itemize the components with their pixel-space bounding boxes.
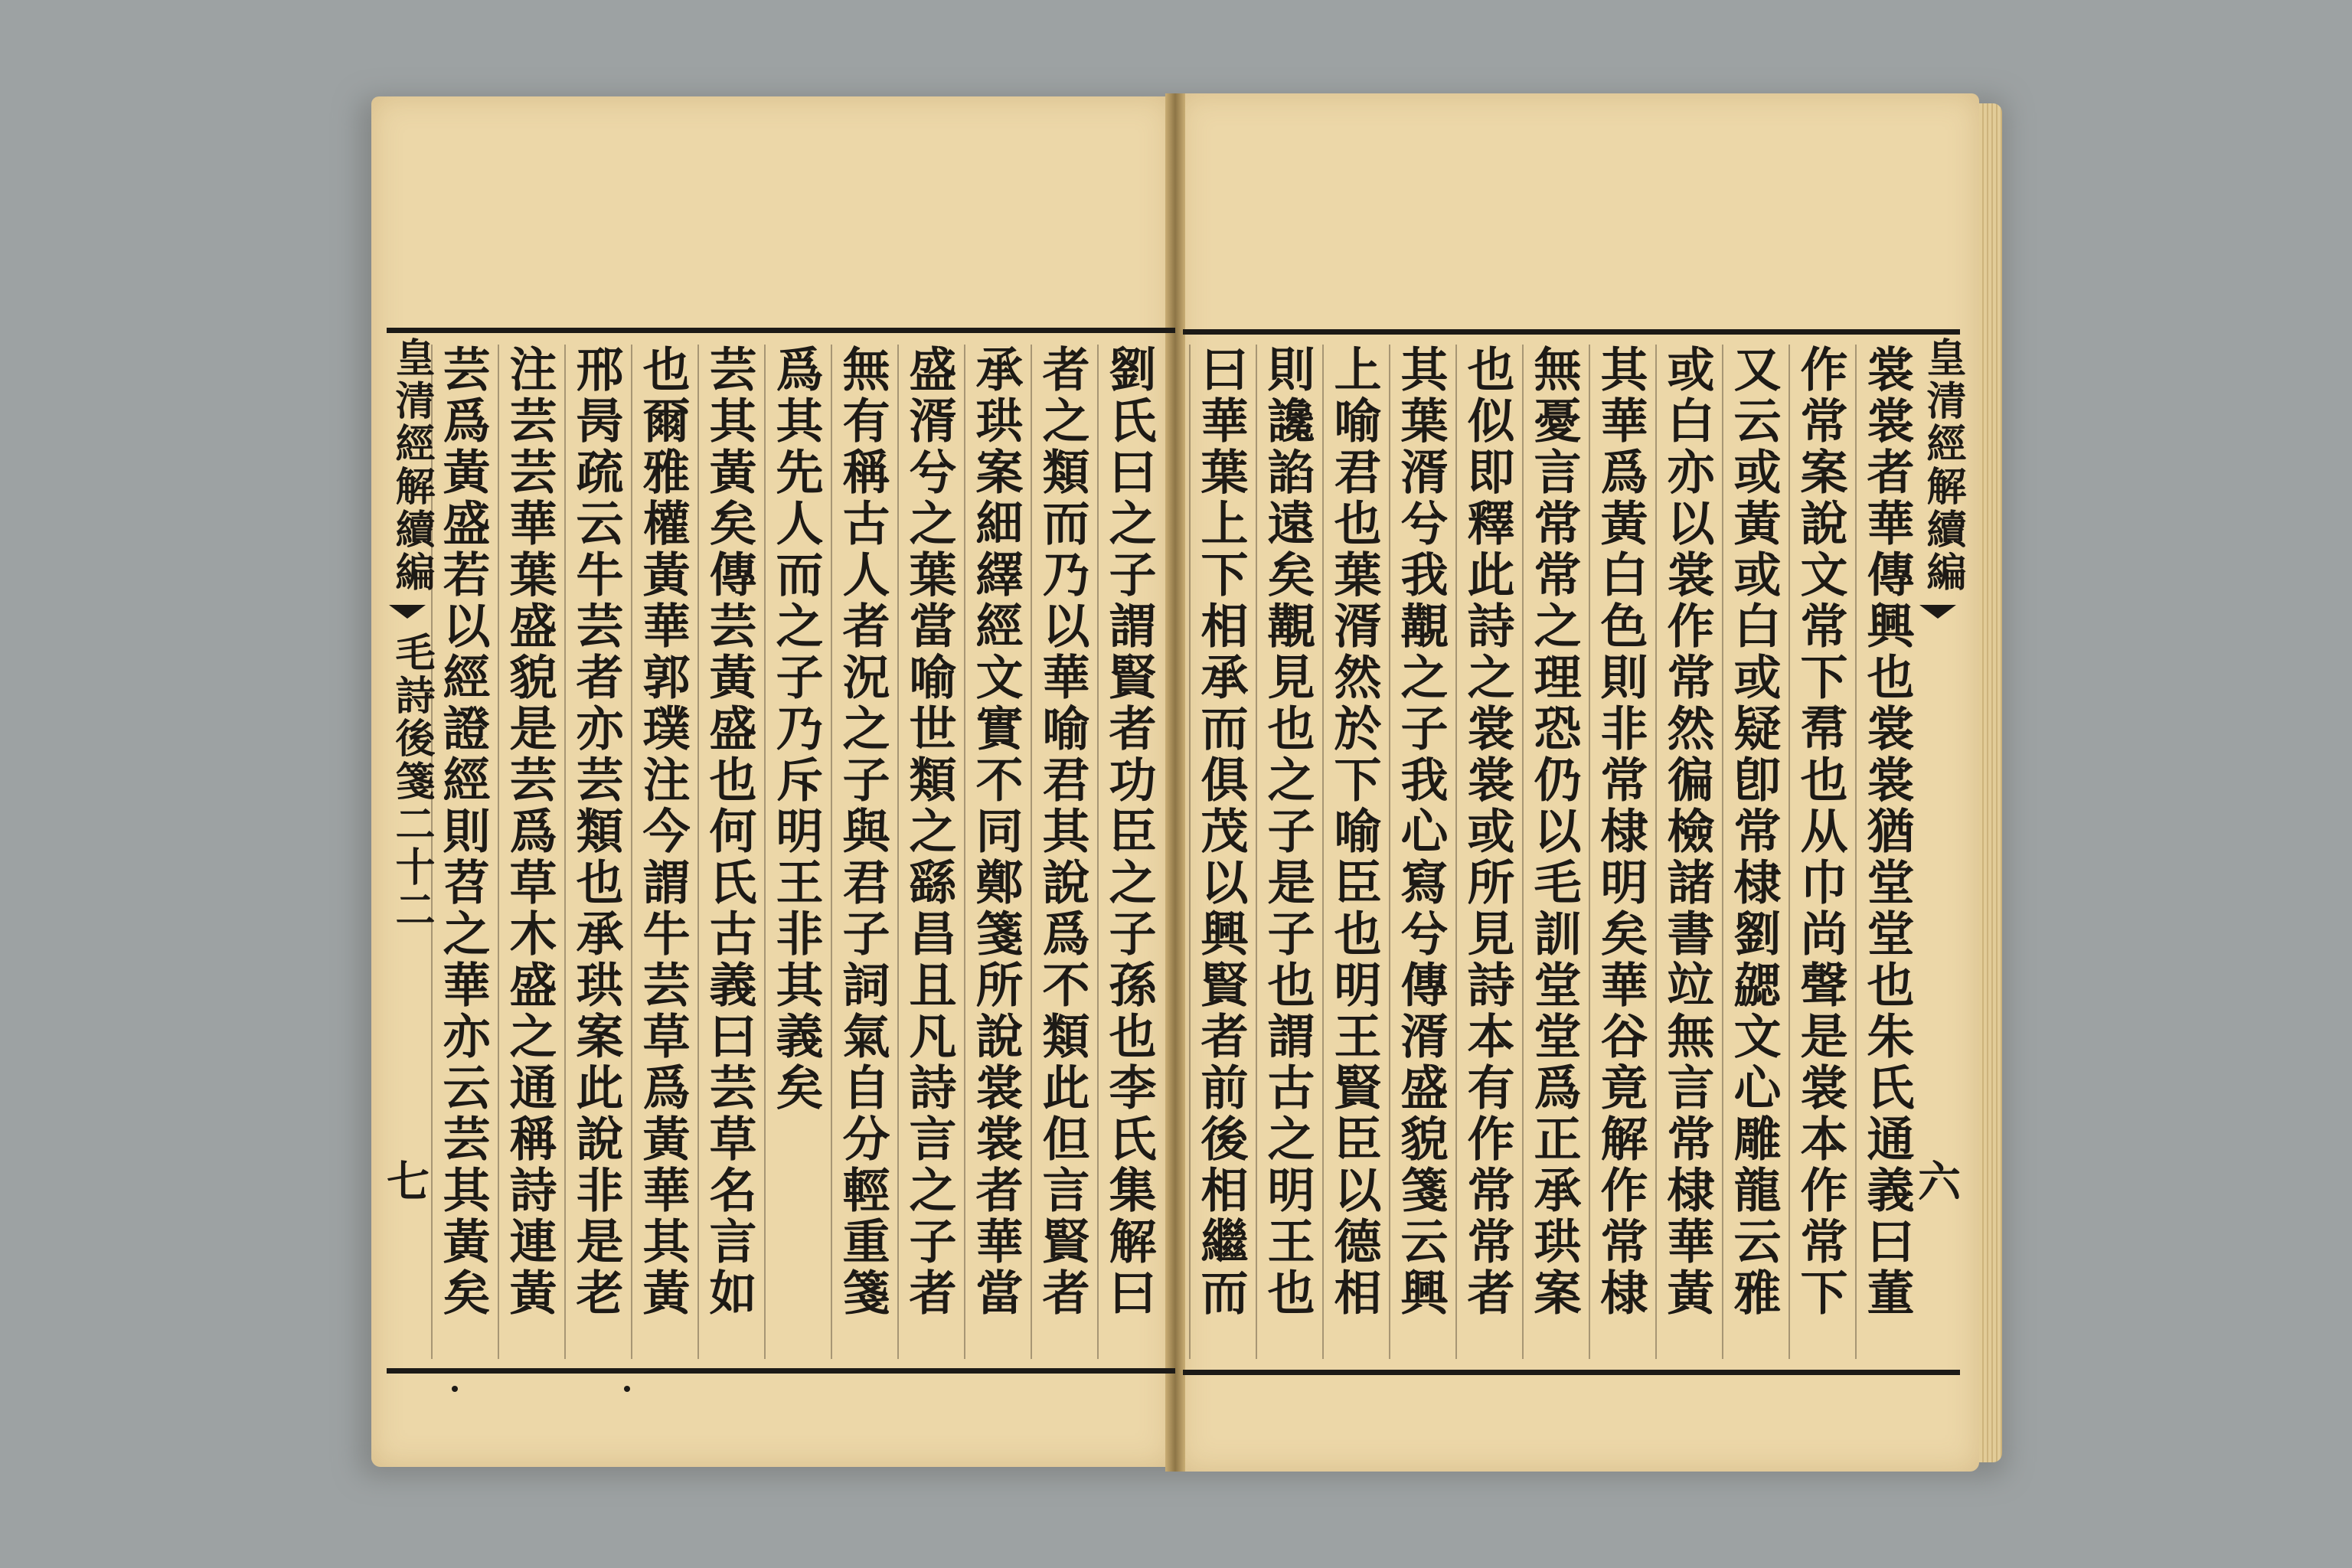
right-text-column-3: 上喻君也葉湑然於下喻臣也明王賢臣以德相: [1322, 345, 1383, 1359]
left-text-column-1: 芸爲黃盛若以經證經則苕之華亦云芸其黃矣: [431, 345, 492, 1359]
right-text-column-4: 其葉湑兮我覯之子我心寫兮傳湑盛貌箋云興: [1389, 345, 1450, 1359]
right-text-column-1: 曰華葉上下相承而俱茂以興賢者前後相繼而: [1189, 345, 1250, 1359]
left-margin-title: 皇清經解續編: [388, 337, 435, 594]
right-text-column-6: 無憂言常常之理恐仍以毛訓堂堂爲正承珙案: [1522, 345, 1583, 1359]
left-footer-dot: [624, 1386, 630, 1392]
left-text-column-3: 邢昺疏云牛芸者亦芸類也承珙案此說非是老: [564, 345, 626, 1359]
right-fishtail-icon: [1919, 605, 1956, 619]
left-text-column-8: 盛湑兮之葉當喻世類之繇昌且凡詩言之子者: [897, 345, 959, 1359]
right-text-column-2: 則讒諂遠矣覯見也之子是子也謂古之明王也: [1256, 345, 1317, 1359]
right-text-column-7: 其華爲黃白色則非常棣明矣華谷竟解作常棣: [1589, 345, 1650, 1359]
left-margin-section: 毛詩後箋二十二: [388, 632, 435, 932]
right-text-column-10: 作常案說文常下帬也从巾尚聲是裳本作常下: [1788, 345, 1850, 1359]
left-text-column-4: 也爾雅權黃華郭璞注今謂牛芸草爲黃華其黃: [631, 345, 692, 1359]
left-text-column-10: 者之類而乃以華喻君其說爲不類此但言賢者: [1031, 345, 1092, 1359]
left-fishtail-icon: [389, 605, 426, 619]
left-text-column-9: 承珙案細繹經文實不同鄭箋所說裳裳者華當: [964, 345, 1025, 1359]
left-page-number: 七: [387, 1157, 430, 1207]
right-text-column-8: 或白亦以裳作常然徧檢諸書竝無言常棣華黃: [1655, 345, 1717, 1359]
left-text-column-6: 爲其先人而之子乃斥明王非其義矣: [764, 345, 825, 1359]
right-page-number: 六: [1918, 1157, 1961, 1207]
right-text-column-11: 裳裳者華傳興也裳裳猶堂堂也朱氏通義曰董: [1855, 345, 1916, 1359]
right-margin-title: 皇清經解續編: [1919, 337, 1966, 594]
left-text-column-7: 無有稱古人者況之子與君子詞氣自分輕重箋: [831, 345, 892, 1359]
left-text-column-2: 注芸芸華葉盛貌是芸爲草木盛之通稱詩連黃: [498, 345, 559, 1359]
left-text-column-11: 劉氏曰之子謂賢者功臣之子孫也李氏集解曰: [1097, 345, 1158, 1359]
page-edges: [1979, 103, 2002, 1462]
right-text-column-5: 也似即釋此詩之裳裳或所見詩本有作常常者: [1455, 345, 1517, 1359]
right-text-column-9: 又云或黃或白或疑卽常棣劉勰文心雕龍云雅: [1722, 345, 1783, 1359]
left-text-column-5: 芸其黃矣傳芸黃盛也何氏古義曰芸草名言如: [697, 345, 759, 1359]
left-footer-dot: [452, 1386, 458, 1392]
